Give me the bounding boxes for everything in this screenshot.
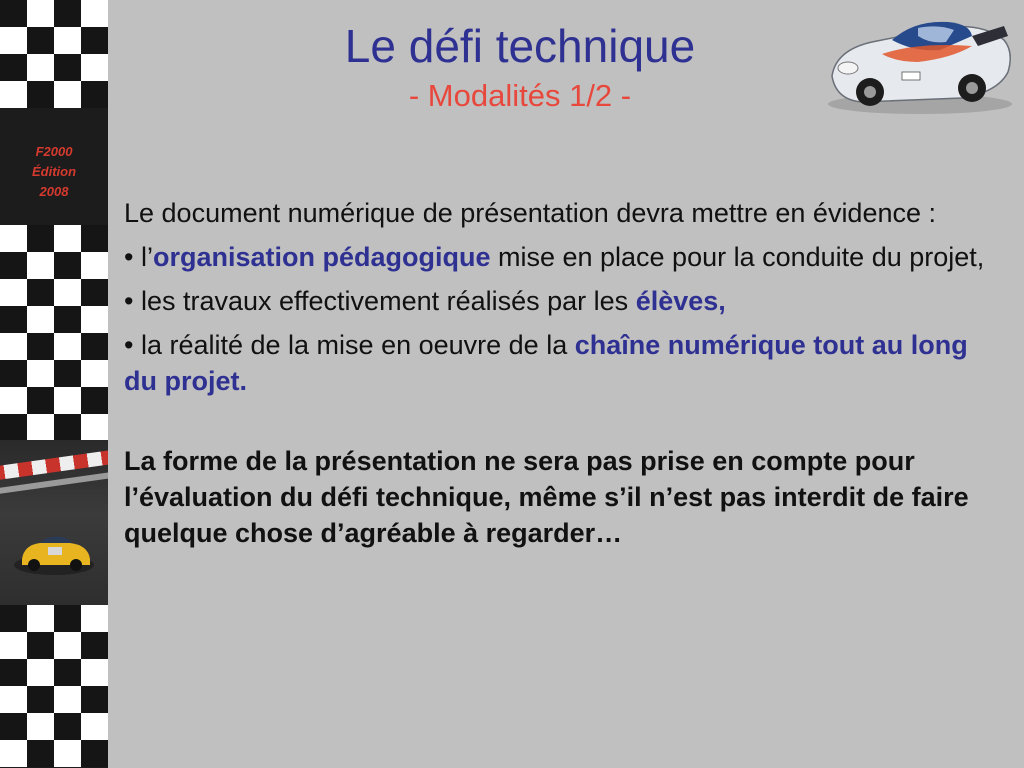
bullet-text: • l’ [124,242,153,272]
closing-paragraph: La forme de la présentation ne sera pas prise en compte pour l’évaluation du défi technique, même s’il n’est pas interdit de faire quelque chose d’agréable à regarder… [124,446,969,548]
slide-body [124,195,994,559]
slide-title: Le défi technique [344,20,696,72]
race-car-image [822,6,1018,116]
race-track-image [0,440,108,605]
slide-header [230,18,810,118]
bullet-text: • les travaux effectivement réalisés par les [124,286,636,316]
highlighted-term: élèves, [635,286,726,316]
checkered-flag-pattern-top [0,0,108,108]
bullet-text: • la réalité de la mise en oeuvre de la [124,330,575,360]
bullet-item [124,327,994,399]
edition-badge-line: Édition [31,164,77,179]
edition-badge [2,142,106,202]
highlighted-term: chaîne numérique tout au long du projet. [124,330,968,396]
intro-paragraph: Le document numérique de présentation devra mettre en évidence : [124,198,937,228]
edition-badge-line: 2008 [39,184,69,199]
checkered-flag-pattern-middle [0,225,108,441]
left-decorative-band [0,0,108,768]
bullet-text: mise en place pour la conduite du projet, [490,242,985,272]
yellow-race-car-icon [0,440,108,605]
bullet-item [124,283,994,319]
highlighted-term: organisation pédagogique [152,242,491,272]
slide-subtitle: - Modalités 1/2 - [408,78,632,113]
bullet-item [124,239,994,275]
checkered-flag-pattern-bottom [0,605,108,767]
edition-badge-line: F2000 [35,144,73,159]
